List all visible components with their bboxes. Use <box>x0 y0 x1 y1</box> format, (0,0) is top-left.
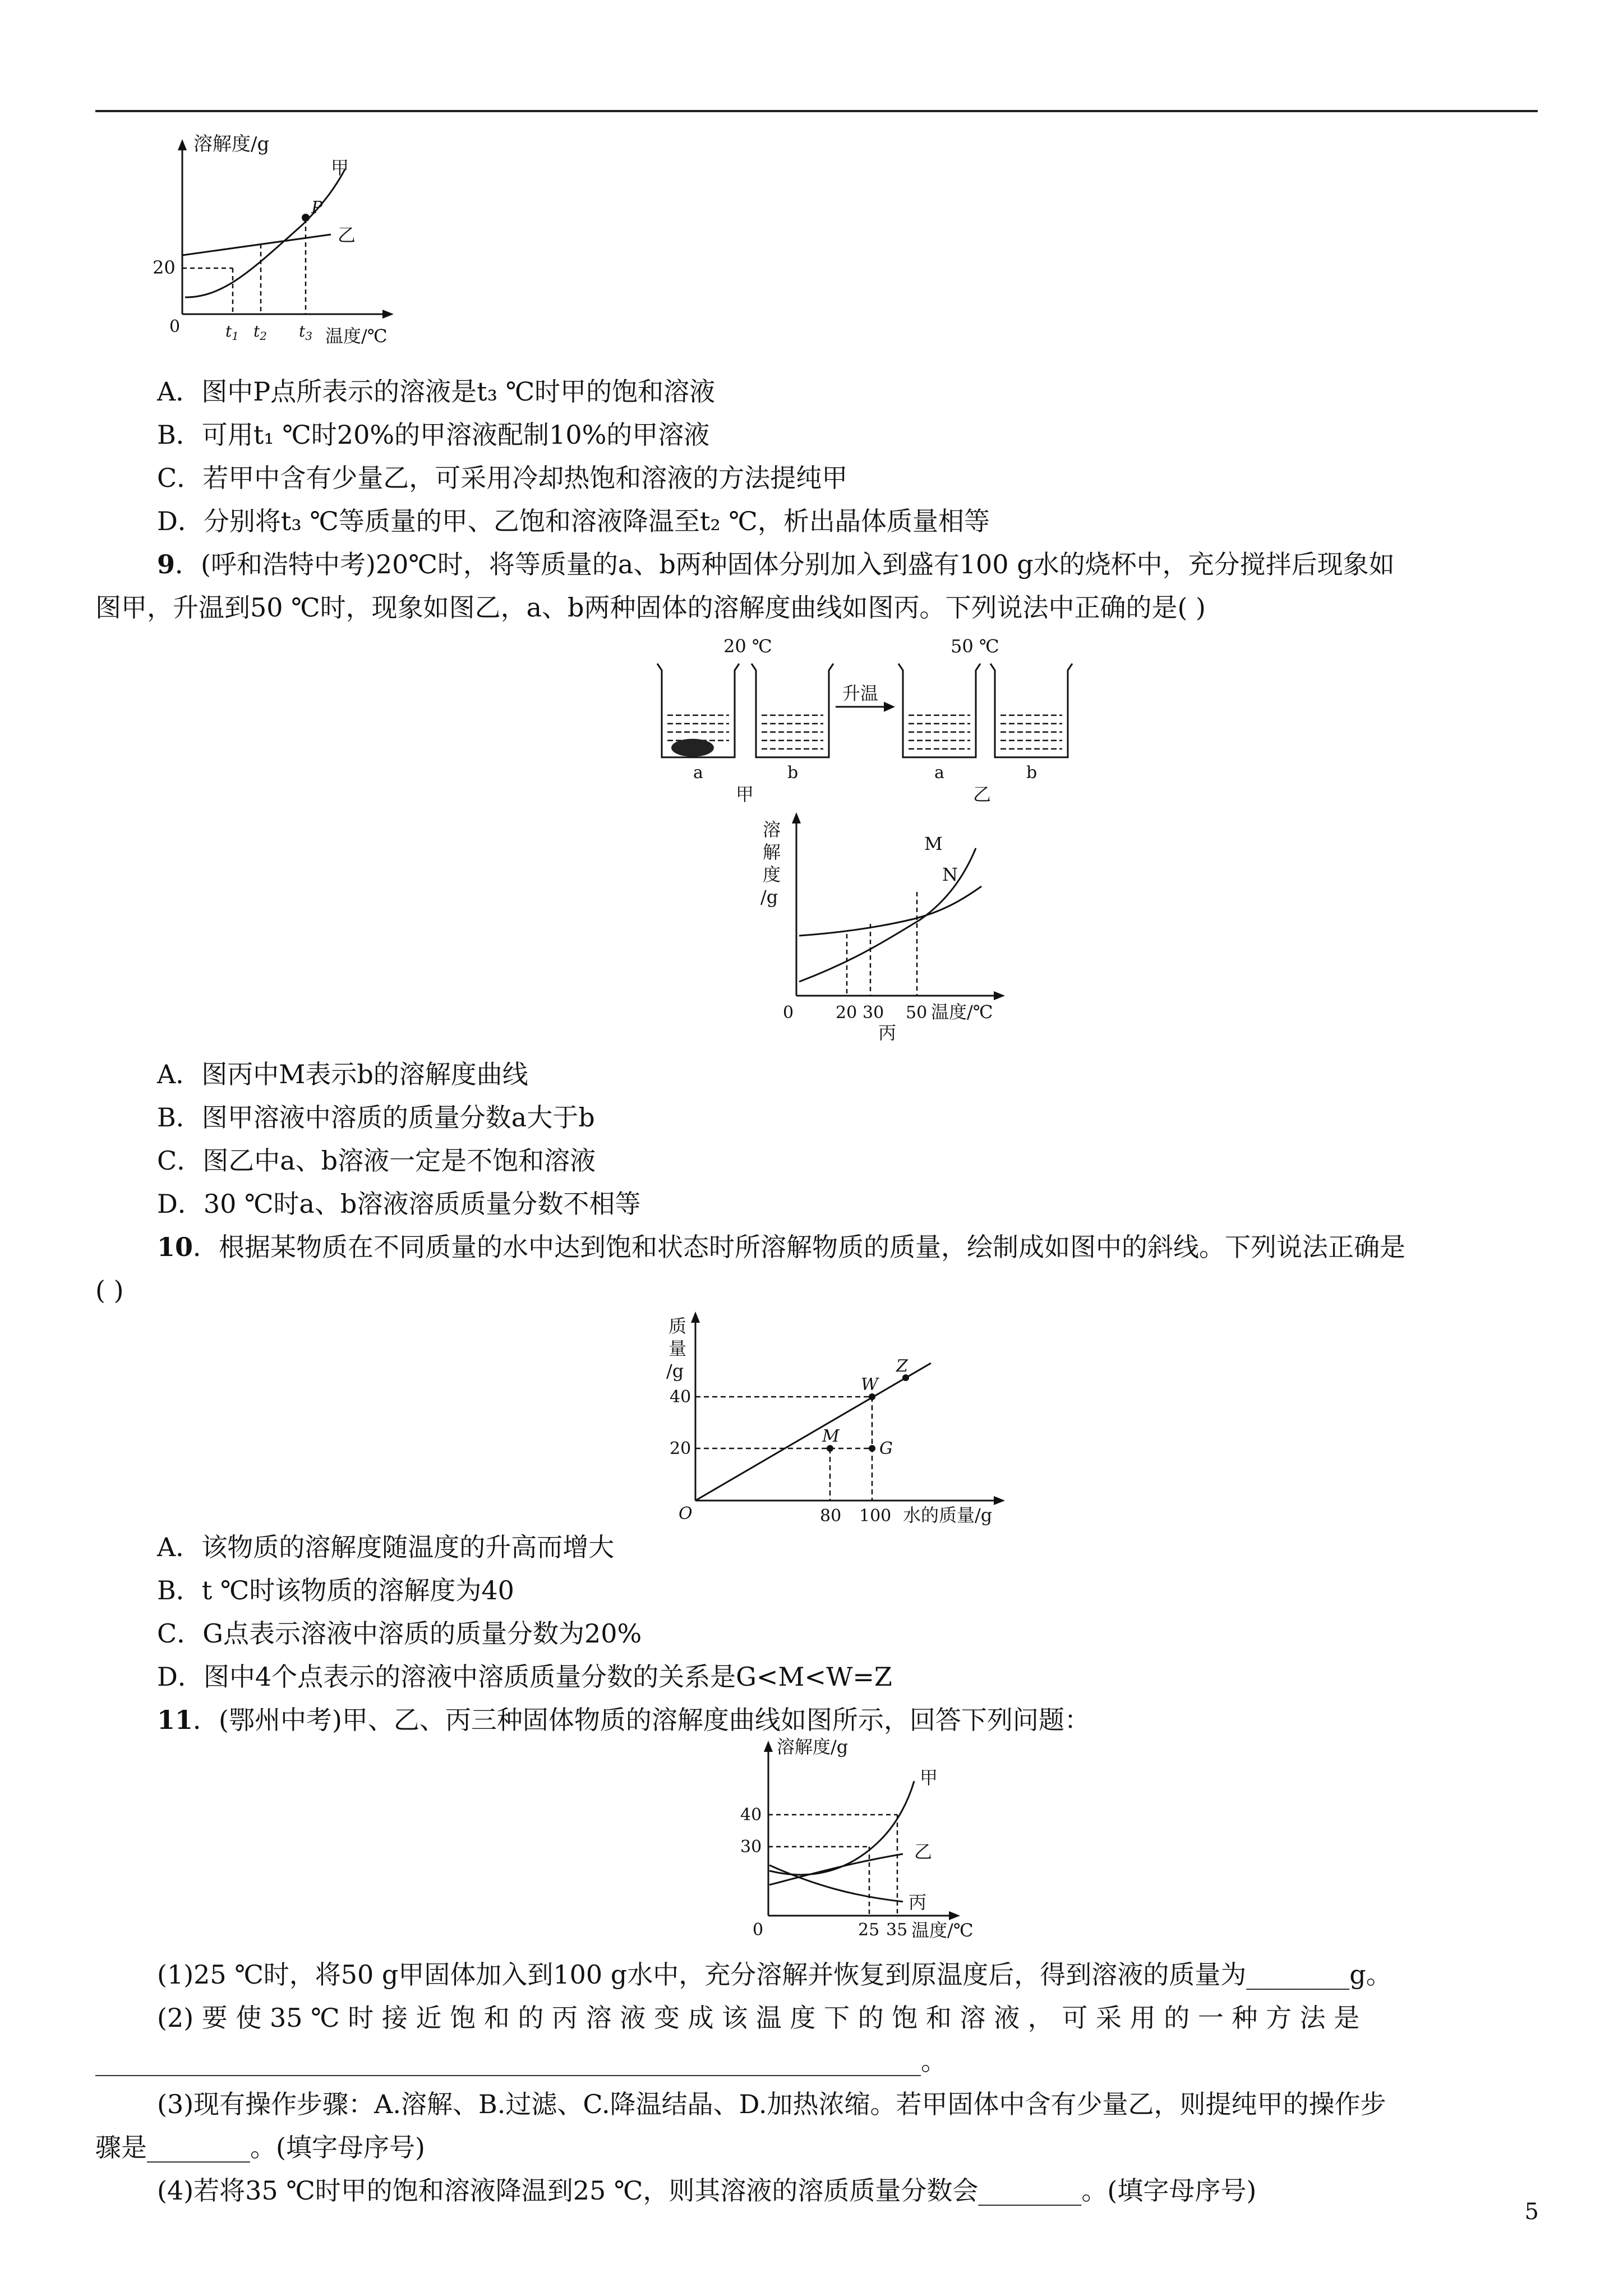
curve-yi-label: 乙 <box>914 1841 933 1862</box>
beaker-b-20 <box>751 664 833 757</box>
x-tick-80: 80 <box>820 1506 842 1526</box>
q11-sub2-line1: (2) 要 使 35 ℃ 时 接 近 饱 和 的 丙 溶 液 变 成 该 温 度 下 的 饱 和 溶 液 ， 可 采 用 的 一 种 方 法 是 <box>157 2003 1360 2033</box>
heat-arrow-head <box>884 702 895 712</box>
q11-sub3-line1: (3)现有操作步骤：A.溶解、B.过滤、C.降温结晶、D.加热浓缩。若甲固体中含有少量乙，则提纯甲的操作步 <box>157 2089 1386 2119</box>
group-label-yi: 乙 <box>973 784 992 805</box>
beakers-figure <box>645 631 1094 805</box>
q9-stem-line1: 9．(呼和浩特中考)20℃时，将等质量的a、b两种固体分别加入到盛有100 g水的烧杯中，充分搅拌后现象如 <box>157 549 1395 579</box>
q11-sub3-line2: 骤是________。(填字母序号) <box>95 2132 425 2162</box>
q11-stem: 11．(鄂州中考)甲、乙、丙三种固体物质的溶解度曲线如图所示，回答下列问题： <box>157 1705 1090 1735</box>
y-axis-label: 溶解度/g <box>193 133 270 155</box>
curve-jia <box>769 1781 914 1875</box>
y-tick-40: 40 <box>670 1387 691 1407</box>
curve-jia-label: 甲 <box>920 1767 938 1788</box>
x-tick-35: 35 <box>886 1920 908 1940</box>
tick-0: 0 <box>783 1003 794 1023</box>
q10-option-c: C．G点表示溶液中溶质的质量分数为20% <box>157 1618 642 1649</box>
x-axis-arrow <box>382 310 394 319</box>
beaker-label-a1: a <box>693 763 703 783</box>
point-z-label: Z <box>896 1356 908 1376</box>
q10-stem-line2: ( ) <box>95 1275 124 1305</box>
point-m-label: M <box>822 1427 840 1446</box>
x-axis-label: 温度/℃ <box>931 1001 993 1023</box>
q8-option-c: C．若甲中含有少量乙，可采用冷却热饱和溶液的方法提纯甲 <box>157 463 848 493</box>
x-axis-label: 温度/℃ <box>325 325 388 347</box>
temp-50-label: 50 ℃ <box>951 636 999 657</box>
q10-stem-line1: 10．根据某物质在不同质量的水中达到饱和状态时所溶解物质的质量，绘制成如图中的斜线。下列说法正确是 <box>157 1232 1406 1262</box>
saturation-line <box>695 1363 931 1501</box>
q11-number: 11 <box>157 1705 193 1735</box>
group-label-jia: 甲 <box>736 784 754 805</box>
q9-option-b: B．图甲溶液中溶质的质量分数a大于b <box>157 1102 595 1133</box>
y-axis-label: 溶解度/g <box>777 1736 849 1757</box>
origin-label: 0 <box>753 1920 764 1940</box>
q8-option-a: A．图中P点所表示的溶液是t₃ ℃时甲的饱和溶液 <box>157 376 716 407</box>
solubility-chart-q11 <box>718 1733 987 1958</box>
t1-label: $t_1$ <box>225 322 239 343</box>
y-tick-20: 20 <box>670 1439 691 1458</box>
curve-n <box>799 886 981 936</box>
q9-stem-line2: 图甲，升温到50 ℃时，现象如图乙，a、b两种固体的溶解度曲线如图丙。下列说法中正确的是( ) <box>95 592 1206 623</box>
q9-option-c: C．图乙中a、b溶液一定是不饱和溶液 <box>157 1145 596 1176</box>
ylabel-char-3: /g <box>666 1360 684 1382</box>
x-axis-label: 温度/℃ <box>911 1920 974 1941</box>
y-tick-20: 20 <box>153 257 176 278</box>
origin-label: 0 <box>169 317 181 337</box>
ylabel-char-4: /g <box>760 886 778 908</box>
q9-option-a: A．图丙中M表示b的溶解度曲线 <box>157 1059 528 1089</box>
t2-label: $t_2$ <box>253 322 267 343</box>
y-tick-40: 40 <box>740 1805 762 1825</box>
t3-label: $t_3$ <box>299 322 312 343</box>
point-g-label: G <box>879 1439 893 1458</box>
solubility-chart-bing <box>746 808 1038 1043</box>
ylabel-char-3: 度 <box>763 864 781 885</box>
q8-option-d: D．分别将t₃ ℃等质量的甲、乙饱和溶液降温至t₂ ℃，析出晶体质量相等 <box>157 506 990 536</box>
temp-20-label: 20 ℃ <box>723 636 772 657</box>
undissolved-solid <box>671 739 714 757</box>
ylabel-char-2: 解 <box>763 841 781 863</box>
q11-sub1: (1)25 ℃时，将50 g甲固体加入到100 g水中，充分溶解并恢复到原温度后，得到溶液的质量为________g。 <box>157 1959 1392 1990</box>
y-tick-30: 30 <box>740 1837 762 1857</box>
beaker-label-a2: a <box>934 763 944 783</box>
y-axis-arrow <box>178 139 187 150</box>
ylabel-char-2: 量 <box>668 1338 687 1359</box>
curve-n-label: N <box>942 864 958 885</box>
q9-number: 9 <box>157 549 176 579</box>
q10-option-d: D．图中4个点表示的溶液中溶质质量分数的关系是G<M<W=Z <box>157 1662 892 1692</box>
heat-arrow-label: 升温 <box>842 683 879 704</box>
tick-30: 30 <box>863 1003 884 1023</box>
beaker-b-50 <box>990 664 1072 757</box>
chart-caption: 丙 <box>878 1022 897 1043</box>
beaker-label-b1: b <box>787 763 799 783</box>
beaker-label-b2: b <box>1026 763 1038 783</box>
x-axis-label: 水的质量/g <box>903 1504 993 1526</box>
x-tick-25: 25 <box>858 1920 880 1940</box>
point-p <box>302 214 310 222</box>
q10-option-b: B．t ℃时该物质的溶解度为40 <box>157 1575 514 1605</box>
curve-bing-label: 丙 <box>909 1892 927 1913</box>
q9-option-d: D．30 ℃时a、b溶液溶质质量分数不相等 <box>157 1189 641 1219</box>
tick-20: 20 <box>836 1003 857 1023</box>
page-number: 5 <box>1524 2199 1539 2225</box>
curve-jia-label: 甲 <box>331 157 349 178</box>
point-p-label: P <box>311 198 323 218</box>
beaker-a-50 <box>898 664 980 757</box>
solubility-chart-top <box>140 129 421 353</box>
q11-sub4: (4)若将35 ℃时甲的饱和溶液降温到25 ℃，则其溶液的溶质质量分数会________。(填字母序号) <box>157 2175 1257 2206</box>
q10-number: 10 <box>157 1232 193 1262</box>
header-rule <box>95 110 1538 112</box>
beaker-a-20 <box>657 664 739 757</box>
mass-chart <box>662 1307 1054 1531</box>
curve-yi <box>182 234 331 255</box>
origin-label: O <box>679 1504 693 1524</box>
curve-bing <box>769 1865 903 1902</box>
curve-jia <box>185 169 345 297</box>
ylabel-char-1: 质 <box>668 1315 687 1337</box>
q10-option-a: A．该物质的溶解度随温度的升高而增大 <box>157 1532 615 1562</box>
ylabel-char-1: 溶 <box>763 819 781 840</box>
curve-m-label: M <box>924 833 943 854</box>
x-tick-100: 100 <box>859 1506 892 1526</box>
point-g <box>869 1445 875 1452</box>
q11-sub2-line2: ________________________________________________________________。 <box>95 2046 947 2076</box>
point-w-label: W <box>861 1375 878 1395</box>
tick-50: 50 <box>906 1003 928 1023</box>
q8-option-b: B．可用t₁ ℃时20%的甲溶液配制10%的甲溶液 <box>157 420 710 450</box>
curve-yi-label: 乙 <box>338 224 356 246</box>
